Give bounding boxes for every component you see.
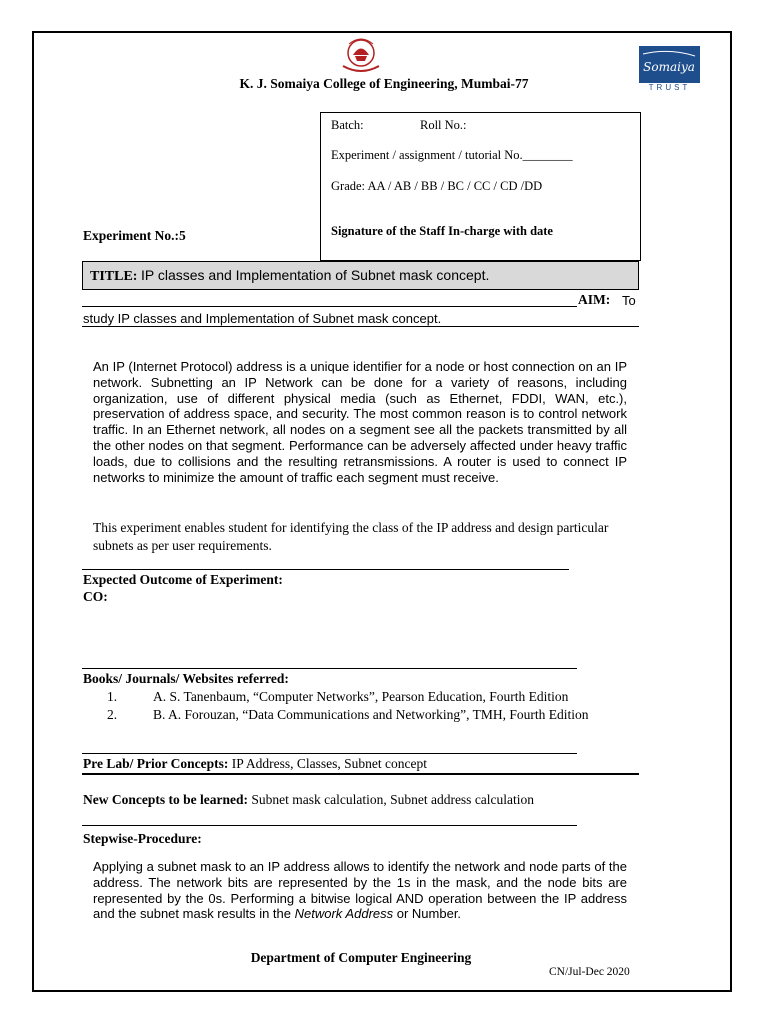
prelab-divider (82, 773, 639, 775)
new-concepts-text: Subnet mask calculation, Subnet address calculation (247, 792, 535, 807)
title-text: IP classes and Implementation of Subnet mask concept. (140, 267, 490, 283)
trust-logo-wordmark: Somaiya (643, 60, 695, 74)
experiment-number: Experiment No.:5 (83, 228, 186, 243)
statement-divider (82, 569, 569, 570)
book-1-text: A. S. Tanenbaum, “Computer Networks”, Pearson Education, Fourth Edition (153, 689, 569, 704)
expected-outcome-heading: Expected Outcome of Experiment: (83, 572, 283, 587)
experiment-number-line: Experiment / assignment / tutorial No.________ (331, 148, 573, 162)
batch-info-box (320, 112, 641, 261)
procedure-paragraph (93, 859, 627, 922)
aim-divider (82, 326, 639, 327)
title-bar (82, 261, 639, 290)
college-name: K. J. Somaiya College of Engineering, Mumbai-77 (239, 76, 529, 91)
aim-to: To (622, 293, 636, 308)
book-1-number: 1. (107, 689, 118, 704)
procedure-text-end: or Number. (393, 906, 462, 922)
aim-underline (82, 306, 577, 307)
footer-course-code: CN/Jul-Dec 2020 (549, 966, 630, 978)
staff-signature-line: Signature of the Staff In-charge with date (331, 224, 553, 238)
college-emblem-icon (335, 36, 387, 78)
books-divider (82, 753, 577, 754)
trust-label: TRUST (648, 83, 691, 92)
outcome-divider (82, 668, 577, 669)
new-concepts-line (83, 792, 534, 808)
experiment-statement: This experiment enables student for identifying the class of the IP address and design particular subnets as per user requirements. (93, 520, 609, 553)
procedure-text: Applying a subnet mask to an IP address allows to identify the network and node parts of the address. The network bits are represented by the 1s in the mask, and the node bits are represented by the 0s. Performing a bitwise logical AND operation between the IP address and the subnet mask results in the (93, 859, 627, 922)
title-line (90, 267, 489, 285)
prelab-line (83, 756, 427, 772)
new-concepts-label: New Concepts to be learned: (83, 792, 248, 807)
grade-line: Grade: AA / AB / BB / BC / CC / CD /DD (331, 179, 543, 193)
footer-department: Department of Computer Engineering (250, 950, 472, 965)
aim-label: AIM: (578, 292, 611, 307)
books-heading: Books/ Journals/ Websites referred: (83, 671, 289, 686)
prelab-label: Pre Lab/ Prior Concepts: (83, 756, 229, 771)
batch-label: Batch: (331, 118, 364, 132)
book-2-number: 2. (107, 707, 118, 722)
prelab-text: IP Address, Classes, Subnet concept (228, 756, 427, 771)
book-2-text: B. A. Forouzan, “Data Communications and Networking”, TMH, Fourth Edition (153, 707, 589, 722)
concepts-divider (82, 825, 577, 826)
procedure-heading: Stepwise-Procedure: (83, 831, 202, 846)
aim-text: study IP classes and Implementation of Subnet mask concept. (83, 311, 442, 326)
roll-no-label: Roll No.: (420, 118, 467, 132)
somaiya-trust-logo (639, 46, 700, 96)
co-label: CO: (83, 589, 108, 604)
intro-paragraph: An IP (Internet Protocol) address is a unique identifier for a node or host connection on an IP network. Subnetting an IP Network can be done for a variety of reasons, including organization, use of different physical media (such as Ethernet, FDDI, WAN, etc.), preservation of address space, and security. The most common reason is to control network traffic. In an Ethernet network, all nodes on a segment see all the packets transmitted by all the other nodes on that segment. Performance can be adversely affected under heavy traffic loads, due to collisions and the resulting retransmissions. A router is used to connect IP networks to minimize the amount of traffic each segment must receive. (93, 359, 627, 485)
title-label: TITLE: (90, 269, 138, 284)
procedure-italic-term: Network Address (294, 906, 394, 922)
